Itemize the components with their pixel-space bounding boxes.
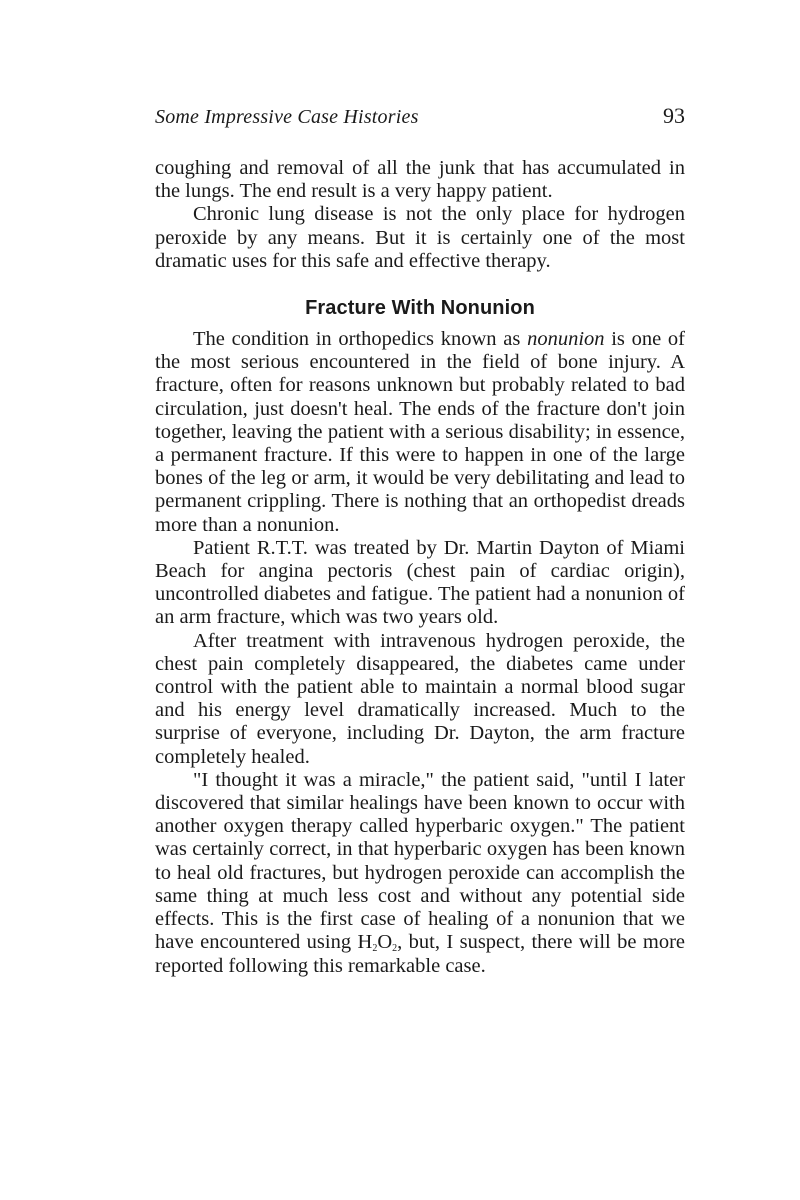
paragraph-patient-case: Patient R.T.T. was treated by Dr. Martin Dayton of Miami Beach for angina pectoris (chest pain of cardiac origin), uncontrolled diabetes and fatigue. The patient had a nonunion of an arm fracture, which was two years old. (155, 536, 685, 629)
chemical-formula (358, 931, 398, 953)
formula-subscript: 2 (372, 943, 378, 955)
text-span: "I thought it was a miracle," the patient said, "until I later discovered that similar healings have been known to occur with another oxygen therapy called hyperbaric oxygen." The patient was certainly correct, in that hyperbaric oxygen has been known to heal old fractures, but hydrogen peroxide can accomplish the same thing at much less cost and without any potential side effects. This is the first case of healing of a nonunion that we have encountered using (155, 768, 685, 954)
text-span: The condition in orthopedics known as (193, 328, 528, 351)
text-span: , but, I suspect, there will be more reported following this remarkable case. (155, 931, 686, 977)
paragraph-lung-disease: Chronic lung disease is not the only place for hydrogen peroxide by any means. But it is certainly one of the most dramatic uses for this safe and effective therapy. (155, 203, 685, 272)
text-span: is one of the most serious encountered in the field of bone injury. A fracture, often for reasons unknown but probably related to bad circulation, just doesn't heal. The ends of the fracture don't join together, leaving the patient with a serious disability; in essence, a permanent fracture. If this were to happen in one of the large bones of the leg or arm, it would be very debilitating and lead to permanent crippling. There is nothing that an orthopedist dreads more than a nonunion. (155, 328, 685, 536)
formula-o: O (377, 931, 393, 954)
italic-term: nonunion (527, 328, 605, 351)
formula-h: H (357, 931, 373, 954)
page-number: 93 (663, 103, 685, 128)
paragraph-patient-quote (155, 769, 685, 978)
formula-subscript: 2 (392, 943, 398, 955)
book-page (155, 103, 685, 978)
paragraph-continuation: coughing and removal of all the junk that has accumulated in the lungs. The end result is a very happy patient. (155, 157, 685, 203)
running-title: Some Impressive Case Histories (155, 106, 419, 128)
paragraph-nonunion-definition (155, 328, 685, 537)
paragraph-treatment-result: After treatment with intravenous hydrogen peroxide, the chest pain completely disappeared, the diabetes came under control with the patient able to maintain a normal blood sugar and his energy level dramatically increased. Much to the surprise of everyone, including Dr. Dayton, the arm fracture completely healed. (155, 629, 685, 768)
section-heading: Fracture With Nonunion (305, 297, 535, 320)
running-header (155, 103, 685, 141)
